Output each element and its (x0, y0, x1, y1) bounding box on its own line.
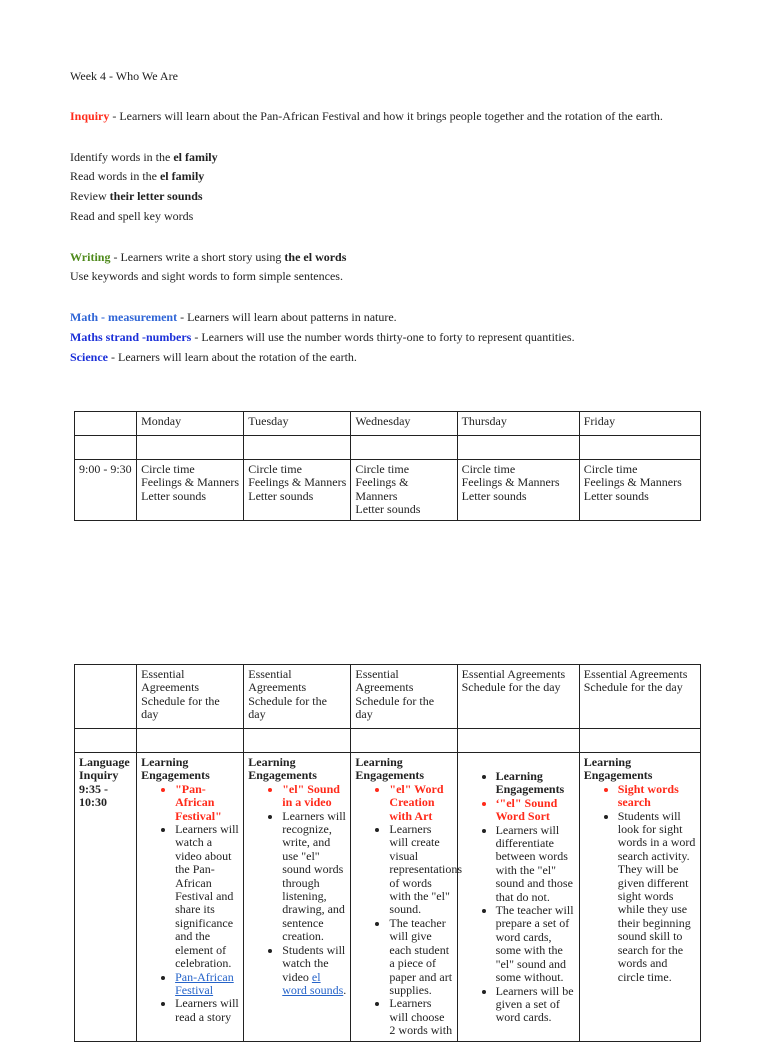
list-item (175, 971, 239, 998)
empty-cell (579, 729, 700, 753)
empty-cell (351, 436, 457, 460)
cell-line: Feelings & Manners (355, 475, 409, 503)
goal-text: Read words in the (70, 169, 160, 183)
goal-line (70, 169, 204, 183)
table-corner-cell (75, 412, 137, 436)
list-item: • The teacher will prepare a set of word cards, some with the "el" sound and some without. (496, 904, 575, 984)
list-item: • Learners will create visual representations of words with the "el" sound. (389, 823, 452, 917)
list-item: • "Pan-African Festival" (175, 783, 239, 823)
engagement-cell-monday (137, 753, 244, 1042)
empty-cell (244, 436, 351, 460)
row-label-line: Language (79, 755, 130, 769)
bullet-list (462, 770, 575, 1025)
week-title: Week 4 - Who We Are (70, 69, 178, 83)
cell-line: Circle time (355, 462, 410, 476)
cell-line: Essential Agreements (583, 667, 688, 681)
math-label: Math - measurement (70, 310, 178, 324)
time-cell: 9:00 - 9:30 (75, 460, 137, 521)
list-item: • Learners will watch a video about the Pan-African Festival and share its significance and the element of celebration. (175, 823, 239, 970)
cell-line: Feelings & Manners (141, 475, 240, 490)
cell-line: Letter sounds (583, 488, 649, 503)
engagement-cell-wednesday (351, 753, 463, 1042)
schedule-table-1 (74, 411, 701, 521)
table-empty-row (75, 729, 701, 753)
maths-strand-text: - Learners will use the number words thirty-one to forty to represent quantities. (191, 330, 575, 344)
empty-cell (75, 729, 137, 753)
inquiry-line (70, 109, 663, 123)
agreements-cell (244, 665, 351, 729)
cell-line: Circle time (141, 462, 195, 476)
item-text: Students will watch the video (282, 942, 346, 984)
table-row (75, 753, 701, 1042)
el-word-sounds-link[interactable]: el word sounds (282, 969, 344, 997)
le-heading: Learning (355, 755, 403, 769)
le-heading: Learning (248, 755, 296, 769)
list-item (282, 944, 346, 998)
goal-text: Identify words in the (70, 150, 174, 164)
science-label: Science (70, 350, 108, 364)
table-header-row (75, 412, 701, 436)
list-item: • ‘"el" Sound Word Sort (496, 797, 575, 824)
writing-label: Writing (70, 250, 111, 264)
le-heading: Learning (583, 755, 632, 769)
schedule-cell (351, 460, 457, 521)
schedule-table-2 (74, 664, 701, 1042)
writing-bold: the el words (284, 250, 347, 264)
schedule-cell (137, 460, 244, 521)
math-line (70, 310, 397, 324)
writing-text: - Learners write a short story using (110, 250, 285, 264)
cell-line: Agreements (355, 680, 414, 695)
cell-line: Letter sounds (141, 488, 207, 503)
table-header-row (75, 665, 701, 729)
agreements-cell (351, 665, 457, 729)
goal-bold: el family (173, 150, 218, 164)
pan-african-festival-link[interactable]: Pan-African Festival (175, 969, 234, 997)
cell-line: Agreements (248, 680, 307, 695)
schedule-cell (457, 460, 579, 521)
agreements-cell (579, 665, 700, 729)
empty-cell (75, 436, 137, 460)
list-item: • "el" Word Creation with Art (389, 783, 452, 823)
bullet-list (141, 783, 239, 1024)
table-row (75, 460, 701, 521)
schedule-cell (579, 460, 700, 521)
day-header: Thursday (457, 412, 579, 436)
le-heading: Learning (141, 755, 189, 769)
science-text: - Learners will learn about the rotation of the earth. (108, 350, 357, 364)
empty-cell (457, 436, 579, 460)
table-corner-cell (75, 665, 137, 729)
row-label-cell (75, 753, 137, 1042)
cell-line: Letter sounds (248, 488, 314, 503)
empty-cell (579, 436, 700, 460)
cell-line: Feelings & Manners (248, 475, 347, 490)
cell-line: Letter sounds (355, 502, 421, 517)
cell-line: Essential (355, 667, 399, 681)
maths-strand-line (70, 330, 575, 344)
empty-cell (137, 436, 244, 460)
writing-line (70, 250, 346, 264)
list-item: • Learners will choose 2 words with (389, 997, 452, 1037)
list-item: • Students will look for sight words in a word search activity. They will be given different sight words while they use their beginning sound skill to search for the words and circle time. (618, 810, 696, 984)
math-text: - Learners will learn about patterns in nature. (177, 310, 397, 324)
day-header: Friday (579, 412, 700, 436)
list-item: • The teacher will give each student a piece of paper and art supplies. (389, 917, 452, 997)
agreements-cell (457, 665, 579, 729)
bullet-list (248, 783, 346, 998)
le-heading: Engagements (583, 768, 653, 783)
cell-line: Letter sounds (461, 488, 527, 503)
cell-line: Schedule for the day (141, 693, 220, 722)
le-heading: Engagements (355, 768, 425, 783)
cell-line: Schedule for the day (461, 680, 561, 695)
empty-cell (351, 729, 457, 753)
day-header: Monday (137, 412, 244, 436)
bullet-list (355, 781, 463, 1038)
science-line (70, 350, 357, 364)
engagement-cell-friday (579, 753, 700, 1042)
list-item: • Learning Engagements (496, 770, 575, 797)
table-empty-row (75, 436, 701, 460)
empty-cell (137, 729, 244, 753)
goal-text: Read and spell key words (70, 209, 194, 223)
le-heading: Engagements (248, 768, 317, 783)
cell-line: Circle time (583, 462, 638, 476)
list-item: • "el" Sound in a video (282, 783, 346, 810)
goal-line (70, 189, 203, 203)
cell-line: Schedule for the day (248, 693, 327, 722)
day-header: Wednesday (351, 412, 457, 436)
cell-line: Agreements (141, 680, 200, 695)
empty-cell (244, 729, 351, 753)
cell-line: Essential Agreements (461, 667, 566, 681)
engagement-cell-thursday (457, 753, 579, 1042)
day-header: Tuesday (244, 412, 351, 436)
cell-line: Circle time (461, 462, 516, 476)
empty-cell (457, 729, 579, 753)
row-label-line: 10:30 (79, 795, 107, 810)
list-item: • Learners will differentiate between words with the "el" sound and those that do not. (496, 824, 575, 904)
goal-line (70, 150, 218, 164)
inquiry-text: - Learners will learn about the Pan-African Festival and how it brings people together and the rotation of the earth. (109, 109, 663, 123)
cell-line: Schedule for the day (355, 693, 435, 722)
goal-text: Review (70, 189, 110, 203)
writing-line-2: Use keywords and sight words to form simple sentences. (70, 269, 343, 283)
le-heading: Engagements (141, 768, 210, 783)
cell-line: Essential (141, 667, 185, 681)
list-item: • Learners will read a story (175, 997, 239, 1024)
list-item: • Sight words search (618, 783, 696, 810)
bullet-list (584, 783, 696, 984)
inquiry-label: Inquiry (70, 109, 110, 123)
cell-line: Feelings & Manners (461, 475, 560, 490)
row-label-line: 9:35 - (79, 781, 108, 796)
cell-line: Feelings & Manners (583, 475, 682, 490)
goal-line (70, 209, 193, 223)
goal-bold: el family (159, 169, 205, 183)
goal-bold: their letter sounds (109, 189, 203, 203)
cell-line: Essential (248, 667, 292, 681)
schedule-cell (244, 460, 351, 521)
cell-line: Circle time (248, 462, 302, 476)
maths-strand-label: Maths strand -numbers (70, 330, 192, 344)
agreements-cell (137, 665, 244, 729)
list-item: • Learners will recognize, write, and use "el" sound words through listening, drawing, and sentence creation. (282, 810, 346, 944)
row-label-line: Inquiry (79, 768, 119, 783)
list-item: • Learners will be given a set of word cards. (496, 985, 575, 1025)
item-text: . (343, 982, 347, 997)
cell-line: Schedule for the day (583, 680, 683, 695)
engagement-cell-tuesday (244, 753, 351, 1042)
